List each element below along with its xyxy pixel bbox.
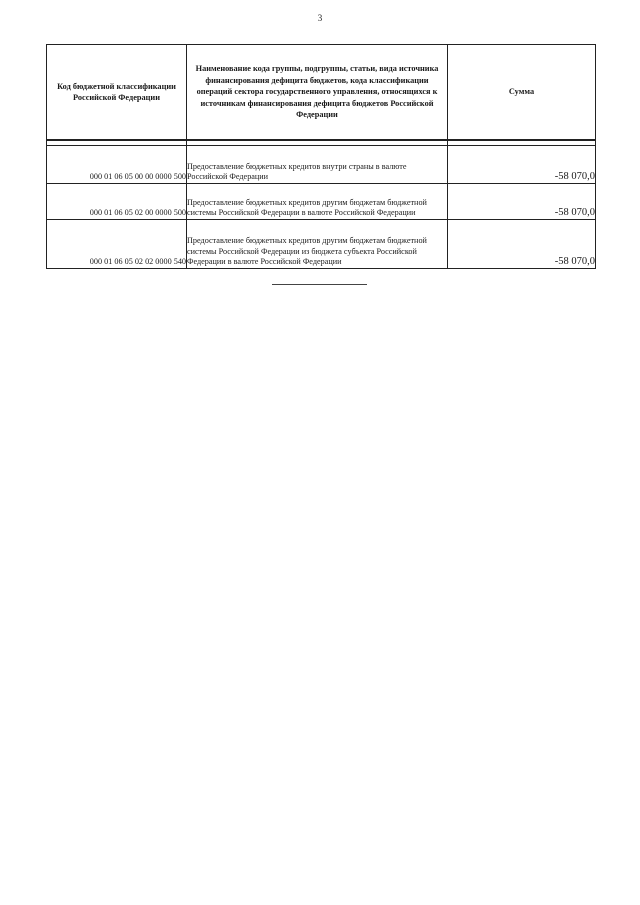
row-name: Предоставление бюджетных кредитов внутри страны в валюте Российской Федерации	[187, 146, 448, 184]
row-amount: -58 070,0	[448, 184, 596, 220]
header-name: Наименование кода группы, подгруппы, статьи, вида источника финансирования дефицита бюджетов, кода классификации операций сектора государственного управления, относящихся к источникам финансирования дефицита бюджетов Российской Федерации	[187, 45, 448, 141]
row-name: Предоставление бюджетных кредитов другим бюджетам бюджетной системы Российской Федерации в валюте Российской Федерации	[187, 184, 448, 220]
end-divider	[272, 284, 367, 285]
sources-financing-table	[46, 44, 596, 269]
table-row	[47, 146, 596, 184]
row-amount: -58 070,0	[448, 220, 596, 269]
table-row	[47, 184, 596, 220]
row-code: 000 01 06 05 02 00 0000 500	[47, 184, 187, 220]
page-number: 3	[317, 13, 323, 23]
header-code: Код бюджетной классификации Российской Федерации	[47, 45, 187, 141]
row-code: 000 01 06 05 00 00 0000 500	[47, 146, 187, 184]
table-row	[47, 220, 596, 269]
row-name: Предоставление бюджетных кредитов другим бюджетам бюджетной системы Российской Федерации из бюджета субъекта Российской Федерации в валюте Российской Федерации	[187, 220, 448, 269]
header-amount: Сумма	[448, 45, 596, 141]
table-header	[47, 45, 596, 141]
row-amount: -58 070,0	[448, 146, 596, 184]
row-code: 000 01 06 05 02 02 0000 540	[47, 220, 187, 269]
